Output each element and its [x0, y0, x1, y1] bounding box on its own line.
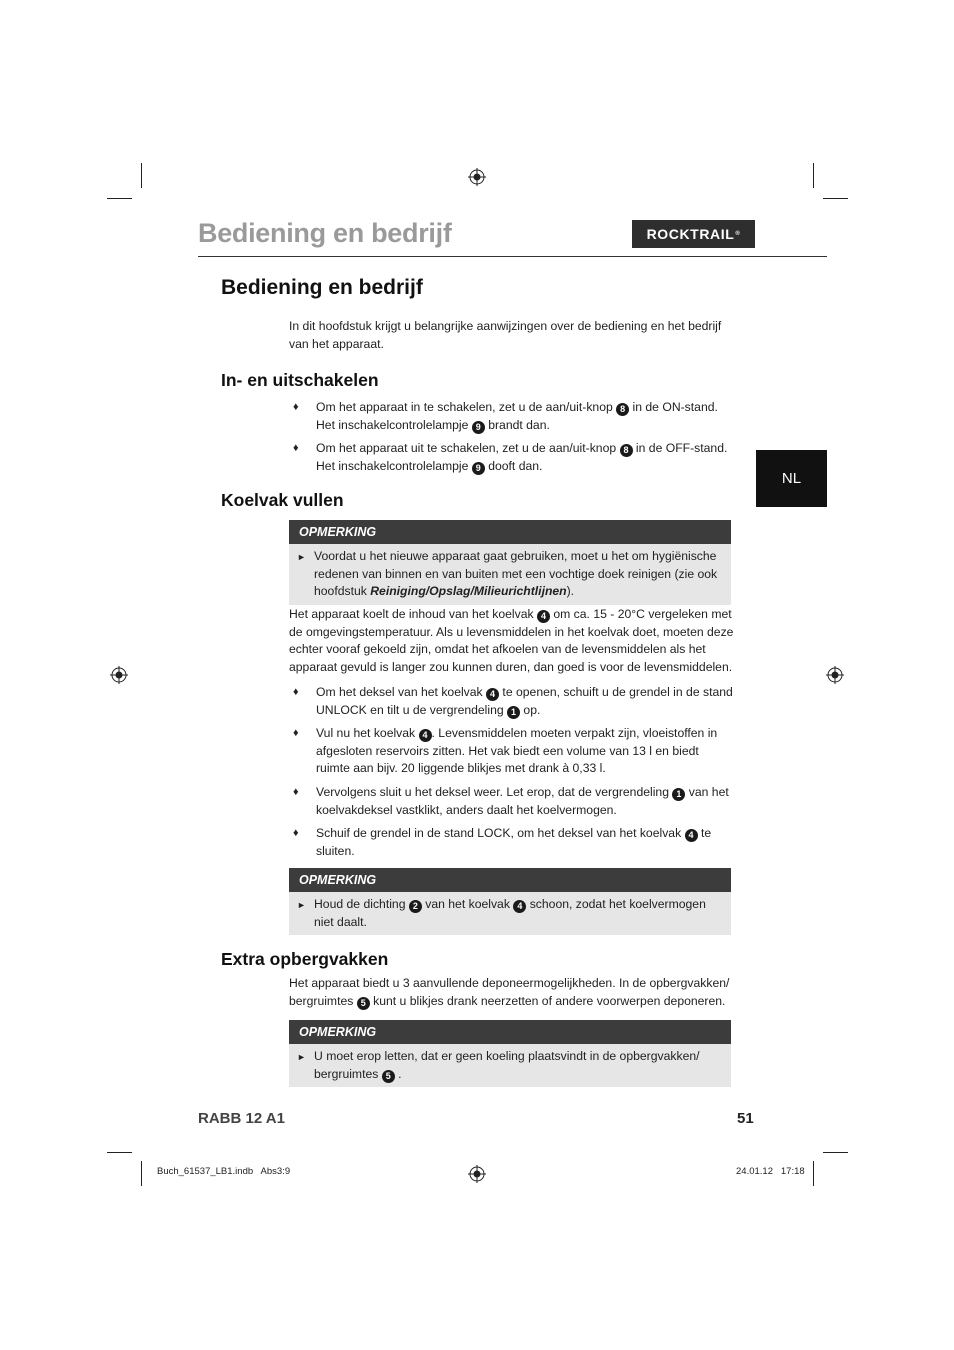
part-number-badge: 1: [672, 788, 685, 801]
print-slug-file: Buch_61537_LB1.indb Abs3:9: [157, 1166, 291, 1177]
registration-mark-icon: [468, 168, 486, 186]
list-item: ♦ Schuif de grendel in de stand LOCK, om het deksel van het koelvak 4 te sluiten.: [293, 826, 712, 858]
note-box: [289, 868, 731, 935]
list-item: ♦ Om het apparaat uit te schakelen, zet u de aan/uit-knop 8 in de OFF-stand. Het inschakelcontrolelampje 9 dooft dan.: [293, 441, 728, 473]
diamond-bullet-icon: ♦: [293, 786, 299, 798]
part-number-badge: 5: [357, 997, 370, 1010]
triangle-arrow-icon: ►: [297, 900, 306, 910]
body-paragraph: Het apparaat biedt u 3 aanvullende deponeermogelijkheden. In de opbergvakken/ bergruimtes 5 kunt u blikjes drank neerzetten of andere voorwerpen deponeren.: [289, 976, 730, 1008]
list-item: ♦ Om het deksel van het koelvak 4 te openen, schuift u de grendel in de stand UNLOCK en tilt u de vergrendeling 1 op.: [293, 685, 733, 717]
list-item: ♦ Vul nu het koelvak 4 . Levensmiddelen moeten verpakt zijn, vloeistoffen in afgesloten reservoirs zitten. Het vak biedt een volume van 13 l en biedt ruimte aan bijv. 20 liggende blikjes met drank à 0,33 l.: [293, 726, 718, 775]
crop-mark: [813, 1161, 814, 1186]
crop-mark: [141, 1161, 142, 1186]
triangle-arrow-icon: ►: [297, 552, 306, 562]
part-number-badge: 1: [507, 706, 520, 719]
part-number-badge: 8: [620, 444, 633, 457]
header-rule: [198, 256, 827, 257]
crop-mark: [823, 198, 848, 199]
registration-mark-icon: [826, 666, 844, 684]
diamond-bullet-icon: ♦: [293, 827, 299, 839]
heading-storage: Extra opbergvakken: [221, 949, 389, 969]
crop-mark: [813, 163, 814, 188]
chapter-reference: Reiniging/Opslag/Milieurichtlijnen: [370, 584, 567, 598]
heading-filling: Koelvak vullen: [221, 490, 344, 510]
page-number: 51: [737, 1110, 754, 1127]
note-text: ► U moet erop letten, dat er geen koeling plaatsvindt in de opbergvakken/ bergruimtes 5 .: [297, 1049, 700, 1081]
crop-mark: [823, 1152, 848, 1153]
note-label: OPMERKING: [289, 520, 731, 544]
intro-paragraph: In dit hoofdstuk krijgt u belangrijke aanwijzingen over de bediening en het bedrijf van het apparaat.: [289, 319, 722, 351]
note-text: ► Houd de dichting 2 van het koelvak 4 schoon, zodat het koelvermogen niet daalt.: [297, 897, 706, 929]
registration-mark-icon: [468, 1165, 486, 1183]
part-number-badge: 8: [616, 403, 629, 416]
part-number-badge: 5: [382, 1070, 395, 1083]
diamond-bullet-icon: ♦: [293, 442, 299, 454]
running-header-title: Bediening en bedrijf: [198, 218, 452, 248]
part-number-badge: 4: [486, 688, 499, 701]
print-slug-date: 24.01.12 17:18: [736, 1166, 805, 1177]
note-text: ► Voordat u het nieuwe apparaat gaat gebruiken, moet u het om hygiënische redenen van binnen en van buiten met een vochtige doek reinigen (zie ook hoofdstuk Reiniging/Opslag/Milieurichtlijnen).: [297, 549, 718, 598]
part-number-badge: 9: [472, 462, 485, 475]
part-number-badge: 9: [472, 421, 485, 434]
part-number-badge: 4: [419, 729, 432, 742]
note-label: OPMERKING: [289, 1020, 731, 1044]
diamond-bullet-icon: ♦: [293, 727, 299, 739]
part-number-badge: 2: [409, 900, 422, 913]
part-number-badge: 4: [513, 900, 526, 913]
crop-mark: [107, 1152, 132, 1153]
note-label: OPMERKING: [289, 868, 731, 892]
language-tab: NL: [756, 450, 827, 507]
diamond-bullet-icon: ♦: [293, 686, 299, 698]
brand-registered-mark: ®: [735, 231, 741, 237]
note-box: [289, 520, 731, 605]
triangle-arrow-icon: ►: [297, 1052, 306, 1062]
list-item: ♦ Vervolgens sluit u het deksel weer. Let erop, dat de vergrendeling 1 van het koelvakdeksel vastklikt, anders daalt het koelvermogen.: [293, 785, 729, 817]
crop-mark: [141, 163, 142, 188]
part-number-badge: 4: [685, 829, 698, 842]
note-box: [289, 1020, 731, 1087]
footer-model: RABB 12 A1: [198, 1110, 285, 1127]
section-title: Bediening en bedrijf: [221, 276, 423, 299]
crop-mark: [107, 198, 132, 199]
part-number-badge: 4: [537, 610, 550, 623]
body-paragraph: Het apparaat koelt de inhoud van het koelvak 4 om ca. 15 - 20°C vergeleken met de omgevingstemperatuur. Als u levensmiddelen in het koelvak doet, moeten deze echter vooraf gekoeld zijn, omdat het afkoelen van de levensmiddelen als het apparaat gevuld is langer zou kunnen duren, dan goed is voor de levensmiddelen.: [289, 607, 734, 674]
diamond-bullet-icon: ♦: [293, 401, 299, 413]
heading-switching: In- en uitschakelen: [221, 370, 379, 390]
list-item: ♦ Om het apparaat in te schakelen, zet u de aan/uit-knop 8 in de ON-stand. Het inschakelcontrolelampje 9 brandt dan.: [293, 400, 718, 432]
brand-logo: [632, 220, 755, 248]
registration-mark-icon: [110, 666, 128, 684]
brand-name: ROCKTRAIL: [646, 226, 735, 242]
